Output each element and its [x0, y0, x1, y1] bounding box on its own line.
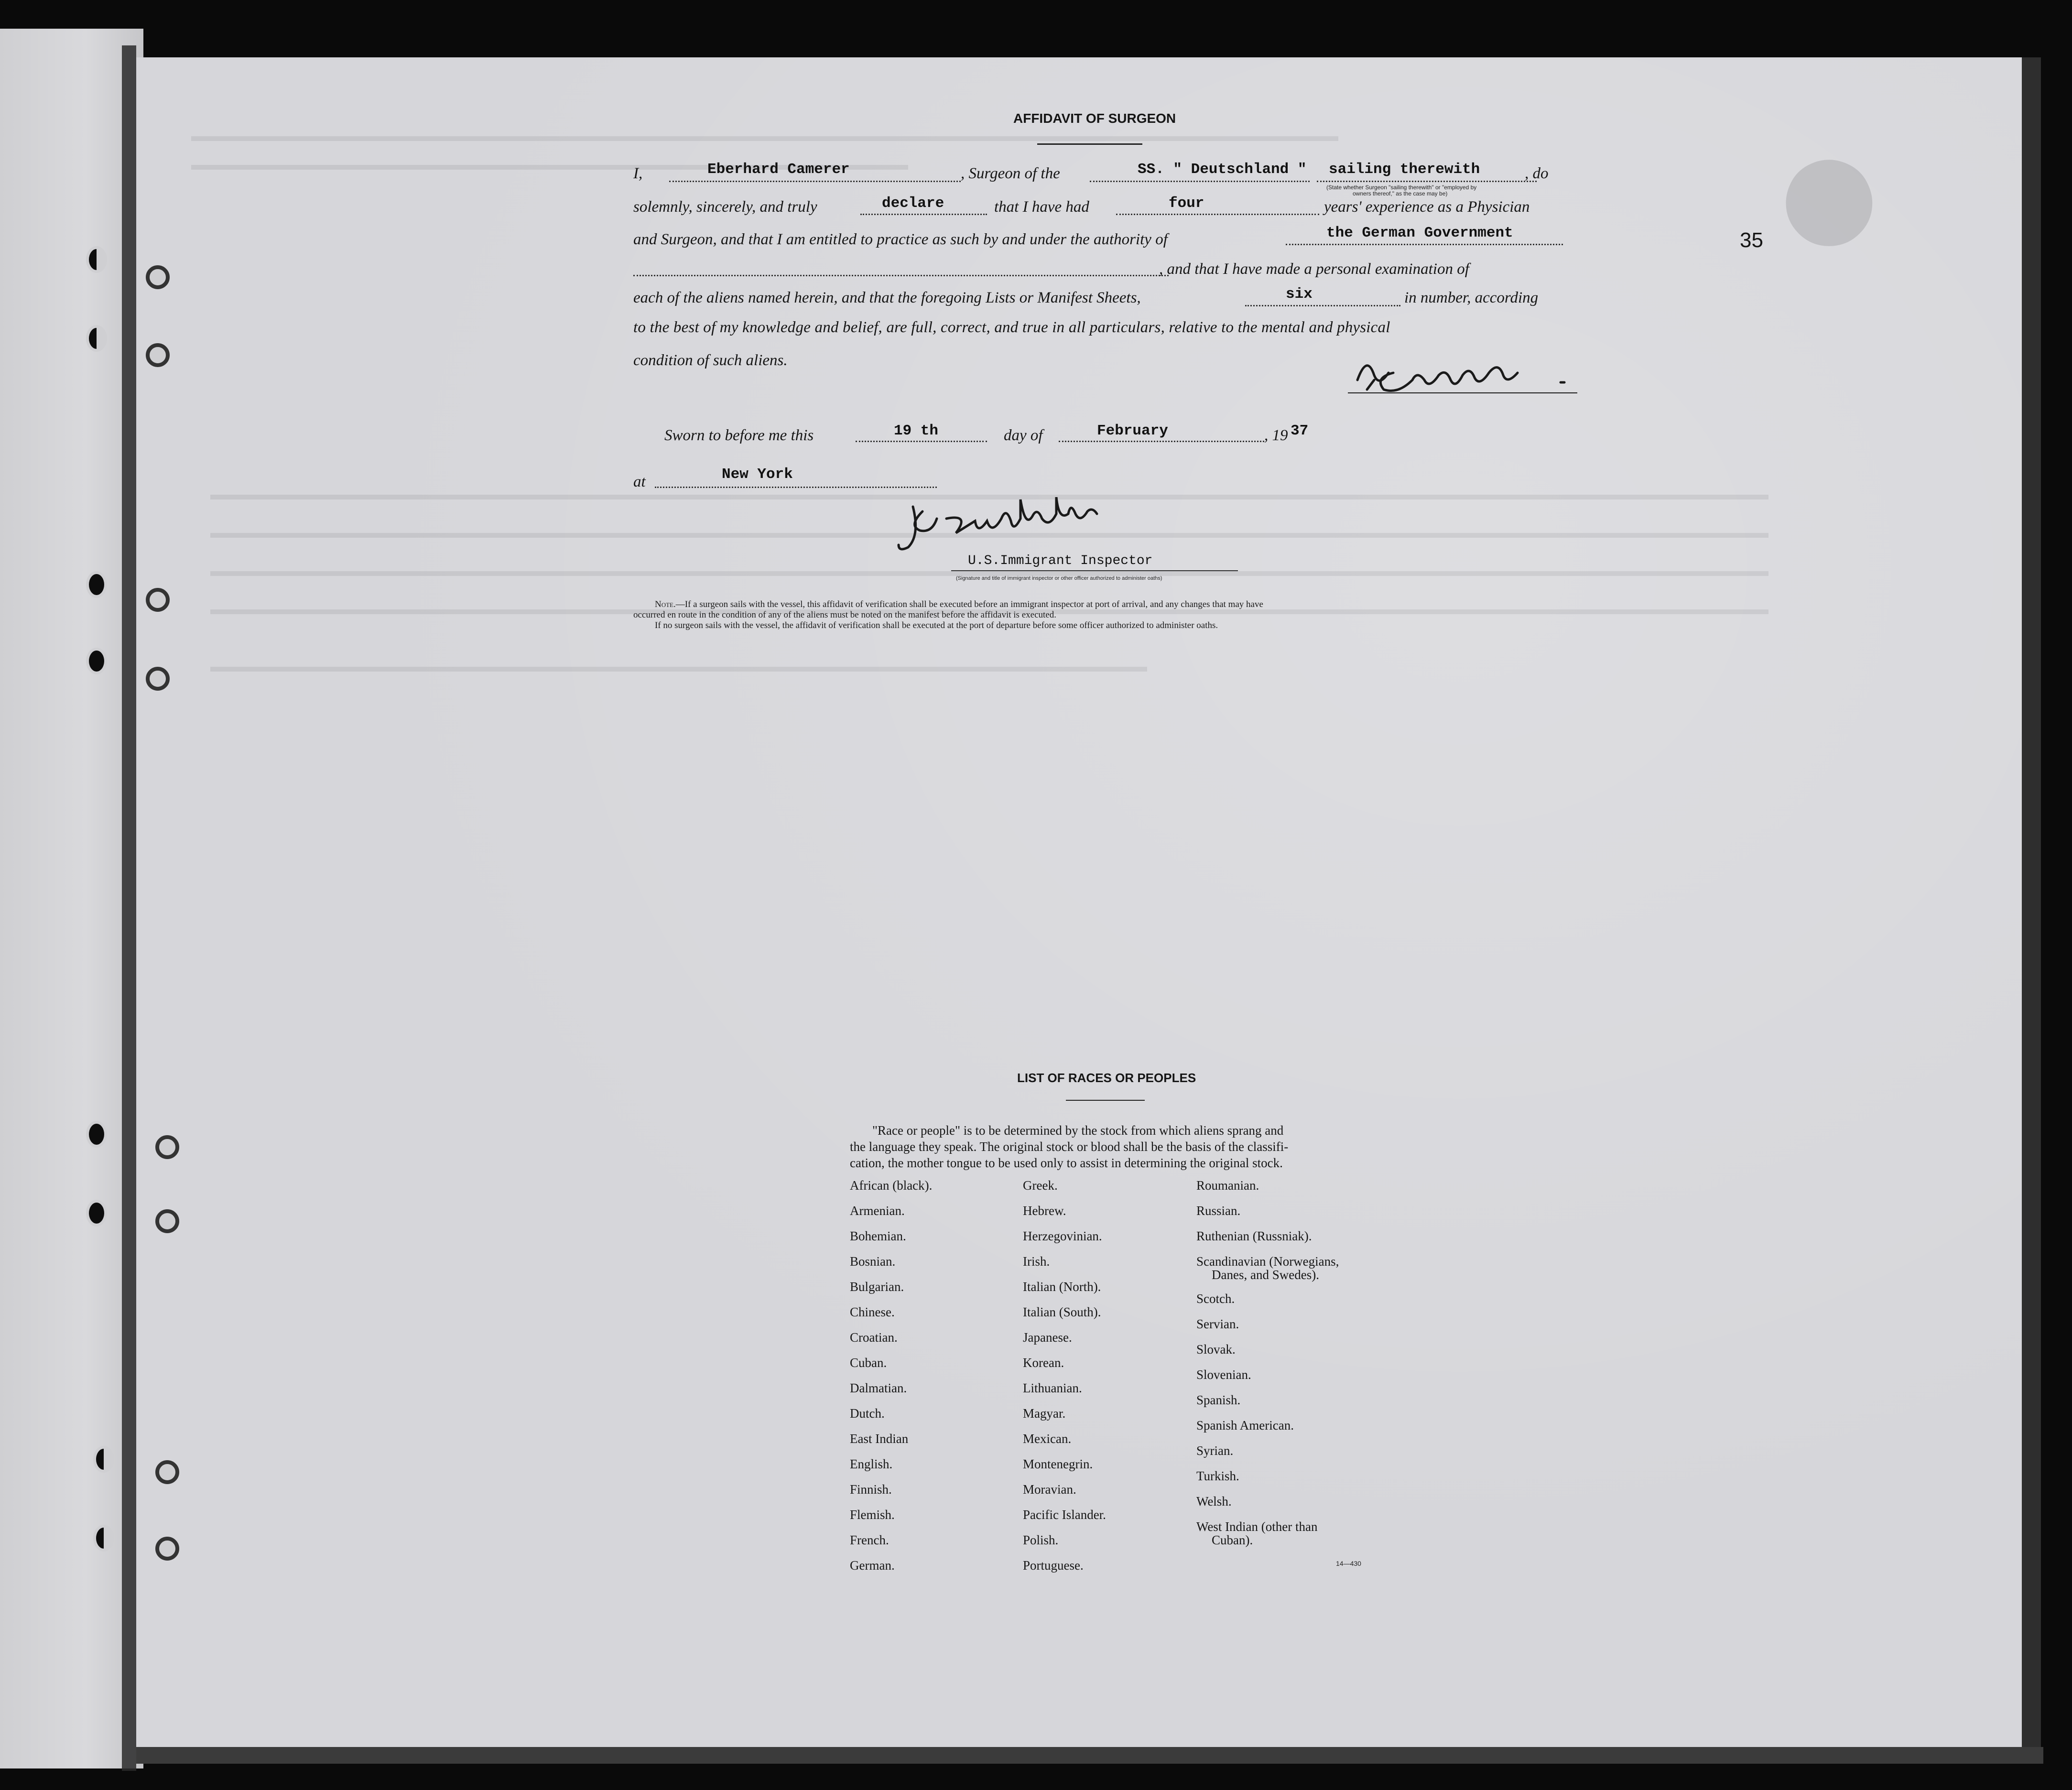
vessel-field: SS. " Deutschland "	[1138, 161, 1307, 178]
binder-ring	[146, 265, 170, 289]
race-item: Dalmatian.	[850, 1381, 907, 1395]
sworn-month-field: February	[1097, 423, 1168, 439]
field-line	[1059, 441, 1264, 442]
punch-hole	[86, 1121, 107, 1148]
binding-edge	[122, 45, 136, 1771]
race-item: Russian.	[1196, 1204, 1241, 1218]
race-item: Italian (South).	[1023, 1305, 1101, 1319]
race-item: Bohemian.	[850, 1229, 906, 1243]
status-note: (State whether Surgeon "sailing therewith" or "employed by	[1326, 184, 1477, 191]
field-line	[860, 214, 987, 215]
binder-ring	[155, 1537, 179, 1561]
races-heading-rule	[1066, 1100, 1145, 1101]
field-line	[669, 181, 961, 182]
affidavit-text: , Surgeon of the	[961, 165, 1060, 182]
race-item: Syrian.	[1196, 1443, 1234, 1458]
race-item: Roumanian.	[1196, 1178, 1259, 1193]
affidavit-text: solemnly, sincerely, and truly	[633, 198, 817, 216]
sworn-year-field: 37	[1291, 423, 1309, 439]
races-intro-line: "Race or people" is to be determined by the stock from which aliens sprang and	[872, 1123, 1284, 1138]
race-item: Servian.	[1196, 1317, 1239, 1331]
affidavit-text: in number, according	[1404, 289, 1539, 306]
binder-ring	[146, 667, 170, 691]
race-item: Turkish.	[1196, 1469, 1239, 1483]
race-item: Montenegrin.	[1023, 1457, 1093, 1471]
form-number: 14—430	[1336, 1560, 1361, 1567]
bleed-through-mark: ●	[1768, 81, 1890, 303]
affidavit-text: to the best of my knowledge and belief, are full, correct, and true in all particulars, relative to the mental and physical	[633, 319, 1390, 336]
binder-ring	[146, 343, 170, 367]
heading-rule	[1037, 143, 1142, 145]
binder-ring	[155, 1135, 179, 1159]
race-item: West Indian (other than	[1196, 1519, 1318, 1534]
punch-hole	[86, 648, 107, 674]
race-item: Finnish.	[850, 1482, 892, 1497]
race-item: Moravian.	[1023, 1482, 1076, 1497]
affidavit-note-line-2: occurred en route in the condition of any of the aliens must be noted on the manifest before the affidavit is executed.	[633, 610, 1056, 620]
punch-hole	[86, 325, 107, 352]
race-item: Scotch.	[1196, 1291, 1235, 1306]
punch-hole	[93, 1525, 114, 1551]
place-field: New York	[722, 466, 793, 483]
race-item: Cuban).	[1212, 1533, 1253, 1547]
race-item: Portuguese.	[1023, 1558, 1084, 1573]
races-intro-line: cation, the mother tongue to be used only to assist in determining the original stock.	[850, 1156, 1283, 1170]
surgeon-signature	[1348, 356, 1577, 399]
field-line	[1317, 181, 1537, 182]
inspector-signature	[894, 497, 1190, 554]
race-item: Japanese.	[1023, 1330, 1072, 1345]
affidavit-heading: AFFIDAVIT OF SURGEON	[1013, 111, 1176, 126]
status-note: owners thereof," as the case may be)	[1353, 190, 1448, 197]
race-item: Slovenian.	[1196, 1367, 1251, 1382]
sailing-status-field: sailing therewith	[1329, 161, 1480, 178]
race-item: Armenian.	[850, 1204, 905, 1218]
affidavit-text: at	[633, 473, 646, 490]
punch-hole	[93, 1446, 114, 1473]
race-item: Herzegovinian.	[1023, 1229, 1102, 1243]
race-item: Croatian.	[850, 1330, 898, 1345]
race-item: Greek.	[1023, 1178, 1058, 1193]
race-item: German.	[850, 1558, 895, 1573]
affidavit-text: I,	[633, 165, 643, 182]
race-item: French.	[850, 1533, 889, 1547]
race-item: Welsh.	[1196, 1494, 1232, 1508]
affidavit-text: condition of such aliens.	[633, 352, 788, 369]
race-item: Scandinavian (Norwegians,	[1196, 1254, 1339, 1269]
affidavit-note-line-1	[655, 599, 1573, 610]
race-item: Spanish American.	[1196, 1418, 1294, 1432]
field-line	[1245, 305, 1400, 306]
race-item: Magyar.	[1023, 1406, 1066, 1421]
affidavit-text: Sworn to before me this	[664, 427, 814, 444]
binder-ring	[155, 1460, 179, 1484]
affidavit-text: , and that I have made a personal examination of	[1159, 260, 1469, 278]
inspector-caption: (Signature and title of immigrant inspector or other officer authorized to administer oaths)	[956, 575, 1162, 581]
affidavit-text: that I have had	[994, 198, 1089, 216]
field-line	[1090, 181, 1310, 182]
race-item: Hebrew.	[1023, 1204, 1066, 1218]
race-item: Lithuanian.	[1023, 1381, 1082, 1395]
races-intro-line: the language they speak. The original stock or blood shall be the basis of the classifi-	[850, 1139, 1289, 1154]
inspector-title: U.S.Immigrant Inspector	[968, 553, 1153, 568]
race-item: Cuban.	[850, 1356, 887, 1370]
note-label: Note.	[655, 599, 676, 609]
affidavit-text: and Surgeon, and that I am entitled to practice as such by and under the authority of	[633, 231, 1168, 248]
punch-hole	[86, 246, 107, 273]
page-right-edge	[2022, 57, 2041, 1757]
declare-field: declare	[882, 195, 944, 212]
page-number: 35	[1740, 228, 1763, 252]
race-item: East Indian	[850, 1432, 909, 1446]
binder-ring	[146, 588, 170, 612]
race-item: Danes, and Swedes).	[1212, 1268, 1319, 1282]
race-item: Ruthenian (Russniak).	[1196, 1229, 1312, 1243]
race-item: Spanish.	[1196, 1393, 1241, 1407]
race-item: Irish.	[1023, 1254, 1050, 1269]
field-line	[655, 487, 937, 488]
race-item: Italian (North).	[1023, 1280, 1101, 1294]
punch-hole	[86, 1200, 107, 1226]
races-heading: LIST OF RACES OR PEOPLES	[1017, 1071, 1196, 1085]
affidavit-text: , do	[1525, 165, 1549, 182]
race-item: English.	[850, 1457, 893, 1471]
sheets-count-field: six	[1286, 286, 1313, 303]
race-item: Bulgarian.	[850, 1280, 904, 1294]
field-line	[1116, 214, 1319, 215]
field-line	[633, 275, 1169, 276]
race-item: Chinese.	[850, 1305, 895, 1319]
affidavit-text: day of	[1004, 427, 1043, 444]
years-field: four	[1169, 195, 1204, 212]
field-line	[1286, 244, 1563, 245]
punch-hole	[86, 571, 107, 598]
race-item: Korean.	[1023, 1356, 1064, 1370]
race-item: Flemish.	[850, 1508, 895, 1522]
race-item: Slovak.	[1196, 1342, 1236, 1356]
affidavit-text: each of the aliens named herein, and that the foregoing Lists or Manifest Sheets,	[633, 289, 1141, 306]
race-item: African (black).	[850, 1178, 933, 1193]
race-item: Mexican.	[1023, 1432, 1072, 1446]
race-item: Bosnian.	[850, 1254, 896, 1269]
affidavit-text: years' experience as a Physician	[1324, 198, 1530, 216]
race-item: Pacific Islander.	[1023, 1508, 1106, 1522]
page-bottom-edge	[136, 1747, 2043, 1764]
race-item: Polish.	[1023, 1533, 1059, 1547]
authority-field: the German Government	[1326, 225, 1513, 241]
sworn-day-field: 19 th	[894, 423, 939, 439]
field-line	[856, 441, 987, 442]
affidavit-text: , 19	[1264, 427, 1288, 444]
race-item: Dutch.	[850, 1406, 885, 1421]
binder-ring	[155, 1209, 179, 1233]
field-line	[951, 570, 1238, 571]
affidavit-note-line-3: If no surgeon sails with the vessel, the affidavit of verification shall be executed at the port of departure before some officer authorized to administer oaths.	[655, 620, 1218, 630]
note-text: —If a surgeon sails with the vessel, this affidavit of verification shall be executed before an immigrant inspector at port of arrival, and any changes that may have	[675, 599, 1263, 609]
surgeon-name-field: Eberhard Camerer	[707, 161, 850, 178]
